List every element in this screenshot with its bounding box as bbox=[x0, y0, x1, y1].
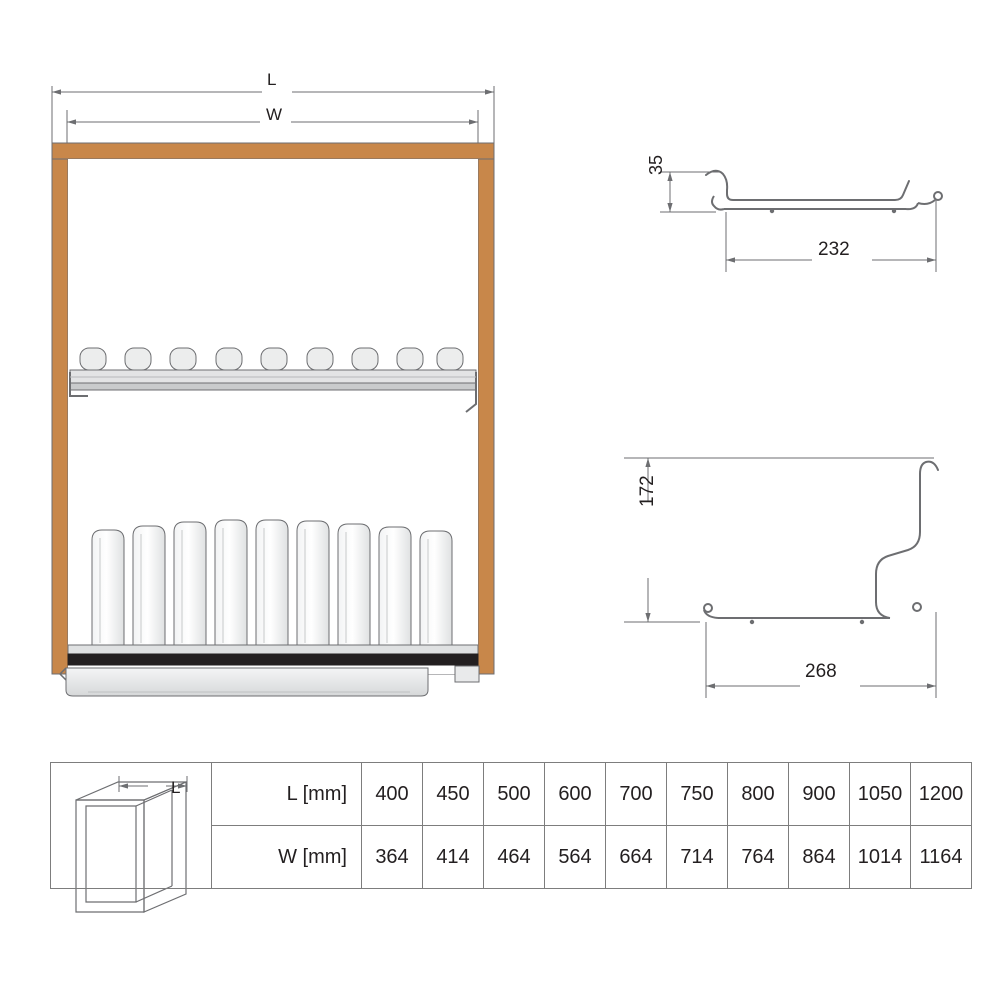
profile-bottom-width-label: 268 bbox=[805, 661, 837, 682]
table-cell: 364 bbox=[362, 826, 423, 889]
table-cell: 1014 bbox=[850, 826, 911, 889]
table-cell: 864 bbox=[789, 826, 850, 889]
table-cell: 564 bbox=[545, 826, 606, 889]
dimension-268 bbox=[706, 612, 936, 698]
profile-top-width-label: 232 bbox=[818, 239, 850, 260]
profile-top-height-label: 35 bbox=[646, 154, 666, 175]
table-cell: 750 bbox=[667, 763, 728, 826]
front-view-width-label: W bbox=[266, 105, 283, 124]
table-cell: 414 bbox=[423, 826, 484, 889]
profile-bottom-height-label: 172 bbox=[637, 475, 658, 507]
table-row bbox=[51, 763, 972, 826]
table-cell: 764 bbox=[728, 826, 789, 889]
dimension-172 bbox=[624, 458, 934, 622]
table-cell: 1050 bbox=[850, 763, 911, 826]
table-cell: 464 bbox=[484, 826, 545, 889]
size-table bbox=[50, 762, 972, 889]
row-header-width: W [mm] bbox=[212, 826, 362, 889]
table-cell: 664 bbox=[606, 826, 667, 889]
table-cell: 900 bbox=[789, 763, 850, 826]
lower-rack-glasses bbox=[92, 520, 452, 645]
cabinet-icon-cell bbox=[51, 763, 212, 889]
table-cell: 800 bbox=[728, 763, 789, 826]
profile-bottom-shape bbox=[704, 462, 938, 625]
table-cell: 1200 bbox=[911, 763, 972, 826]
table-cell: 700 bbox=[606, 763, 667, 826]
cabinet-icon-length-label: L bbox=[171, 778, 181, 797]
drip-tray bbox=[60, 645, 479, 696]
table-cell: 400 bbox=[362, 763, 423, 826]
table-cell: 600 bbox=[545, 763, 606, 826]
table-cell: 714 bbox=[667, 826, 728, 889]
table-cell: 500 bbox=[484, 763, 545, 826]
dimension-232 bbox=[726, 200, 936, 272]
table-cell: 450 bbox=[423, 763, 484, 826]
row-header-length: L [mm] bbox=[212, 763, 362, 826]
table-cell: 1164 bbox=[911, 826, 972, 889]
front-view-length-label: L bbox=[267, 70, 277, 89]
profile-top-shape bbox=[706, 171, 942, 213]
